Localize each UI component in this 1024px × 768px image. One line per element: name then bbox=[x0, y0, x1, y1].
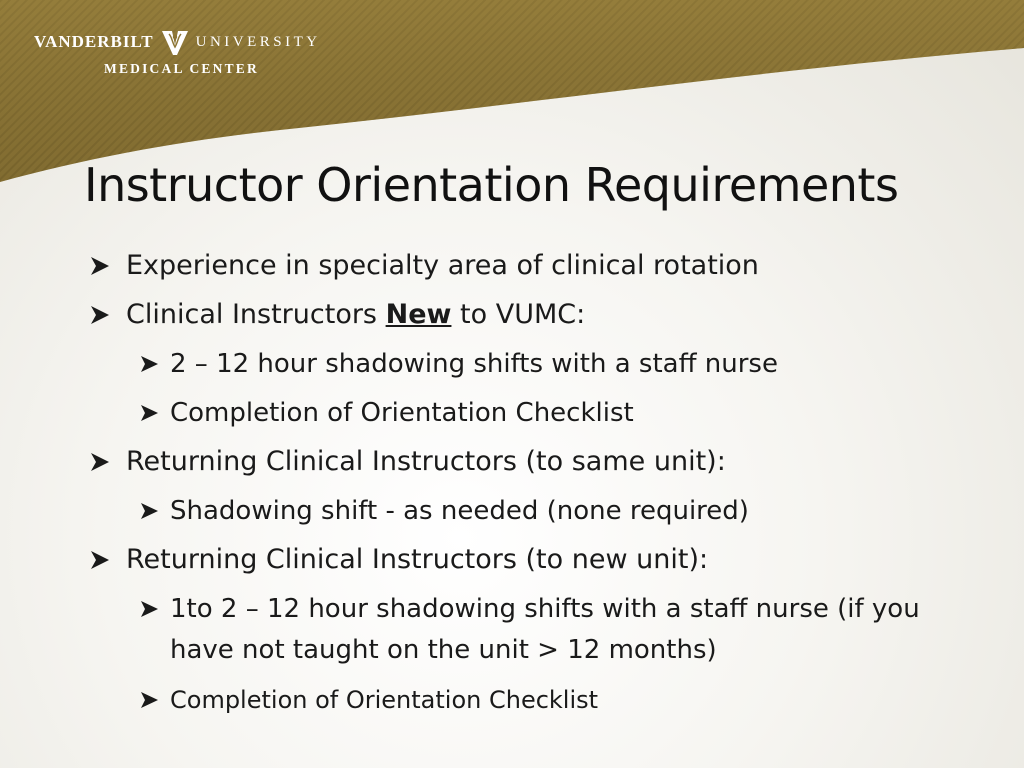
bullet-item bbox=[88, 442, 988, 482]
arrowhead-bullet-icon bbox=[138, 680, 160, 720]
bullet-text: Returning Clinical Instructors (to new unit): bbox=[126, 544, 709, 575]
arrowhead-bullet-icon bbox=[138, 589, 160, 629]
arrowhead-bullet-icon bbox=[88, 442, 112, 482]
bullet-item bbox=[88, 540, 988, 580]
sub-bullet-item bbox=[88, 680, 988, 720]
sub-bullet-item bbox=[88, 344, 988, 384]
arrowhead-bullet-icon bbox=[138, 344, 160, 384]
sub-bullet-item bbox=[88, 589, 988, 671]
brand-subtitle: MEDICAL CENTER bbox=[104, 61, 259, 76]
bullet-text: 1to 2 – 12 hour shadowing shifts with a staff nurse (if you have not taught on the unit > 12 months) bbox=[170, 594, 920, 665]
sub-bullet-item bbox=[88, 491, 988, 531]
bullet-text: Experience in specialty area of clinical rotation bbox=[126, 250, 759, 281]
bullet-text: Completion of Orientation Checklist bbox=[170, 398, 634, 428]
bullet-text: Returning Clinical Instructors (to same unit): bbox=[126, 446, 726, 477]
vanderbilt-v-oak-leaf-icon bbox=[160, 27, 190, 57]
slide-title: Instructor Orientation Requirements bbox=[84, 158, 899, 212]
bullet-item bbox=[88, 246, 988, 286]
bullet-text bbox=[126, 295, 585, 335]
arrowhead-bullet-icon bbox=[138, 491, 160, 531]
sub-bullet-item bbox=[88, 393, 988, 433]
bullet-text: 2 – 12 hour shadowing shifts with a staff nurse bbox=[170, 349, 778, 379]
arrowhead-bullet-icon bbox=[88, 295, 112, 335]
bullet-text: Completion of Orientation Checklist bbox=[170, 686, 599, 714]
bullet-text: Shadowing shift - as needed (none required) bbox=[170, 496, 749, 526]
brand-name-right: UNIVERSITY bbox=[195, 33, 321, 50]
bullet-text-pre: Clinical Instructors bbox=[126, 299, 386, 330]
vanderbilt-logo bbox=[34, 26, 321, 77]
arrowhead-bullet-icon bbox=[88, 540, 112, 580]
bullet-list bbox=[88, 246, 988, 729]
arrowhead-bullet-icon bbox=[88, 246, 112, 286]
emphasized-new: New bbox=[385, 299, 452, 330]
bullet-text-post: to VUMC: bbox=[451, 299, 586, 330]
bullet-item bbox=[88, 295, 988, 335]
arrowhead-bullet-icon bbox=[138, 393, 160, 433]
brand-name-left: VANDERBILT bbox=[34, 32, 154, 51]
